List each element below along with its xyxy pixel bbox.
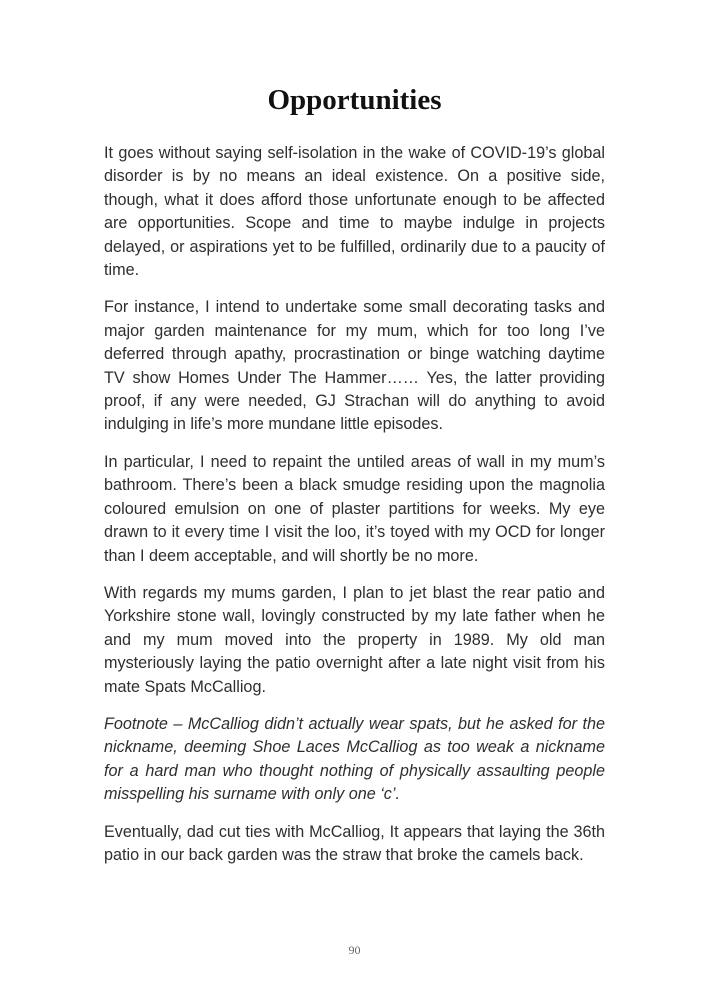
paragraph-6: Eventually, dad cut ties with McCalliog, It appears that laying the 36th patio in our back garden was the straw that broke the camels back.: [104, 822, 605, 864]
page-title: Opportunities: [267, 84, 442, 116]
footnote-paragraph: Footnote – McCalliog didn’t actually wear spats, but he asked for the nickname, deeming Shoe Laces McCalliog as too weak a nickname for a hard man who thought nothing of physically assaulting people misspelling his surname with only one ‘c’.: [104, 714, 605, 804]
paragraph-2: For instance, I intend to undertake some small decorating tasks and major garden maintenance for my mum, which for too long I’ve deferred through apathy, procrastination or binge watching daytime TV show Homes Under The Hammer…… Yes, the latter providing proof, if any were needed, GJ Strachan will do anything to avoid indulging in life’s more mundane little episodes.: [104, 298, 605, 434]
paragraph-3: In particular, I need to repaint the untiled areas of wall in my mum’s bathroom. There’s been a black smudge residing upon the magnolia coloured emulsion on one of plaster partitions for weeks. My eye drawn to it every time I visit the loo, it’s toyed with my OCD for longer than I deem acceptable, and will shortly be no more.: [104, 452, 605, 565]
paragraph-1: It goes without saying self-isolation in the wake of COVID-19’s global disorder is by no means an ideal existence. On a positive side, though, what it does afford those unfortunate enough to be affected are opportunities. Scope and time to maybe indulge in projects delayed, or aspirations yet to be fulfilled, ordinarily due to a paucity of time.: [104, 144, 605, 280]
page-number: 90: [348, 943, 361, 957]
paragraph-4: With regards my mums garden, I plan to jet blast the rear patio and Yorkshire stone wall, lovingly constructed by my late father when he and my mum moved into the property in 1989. My old man mysteriously laying the patio overnight after a late night visit from his mate Spats McCalliog.: [104, 583, 605, 696]
body-text: [104, 142, 605, 881]
